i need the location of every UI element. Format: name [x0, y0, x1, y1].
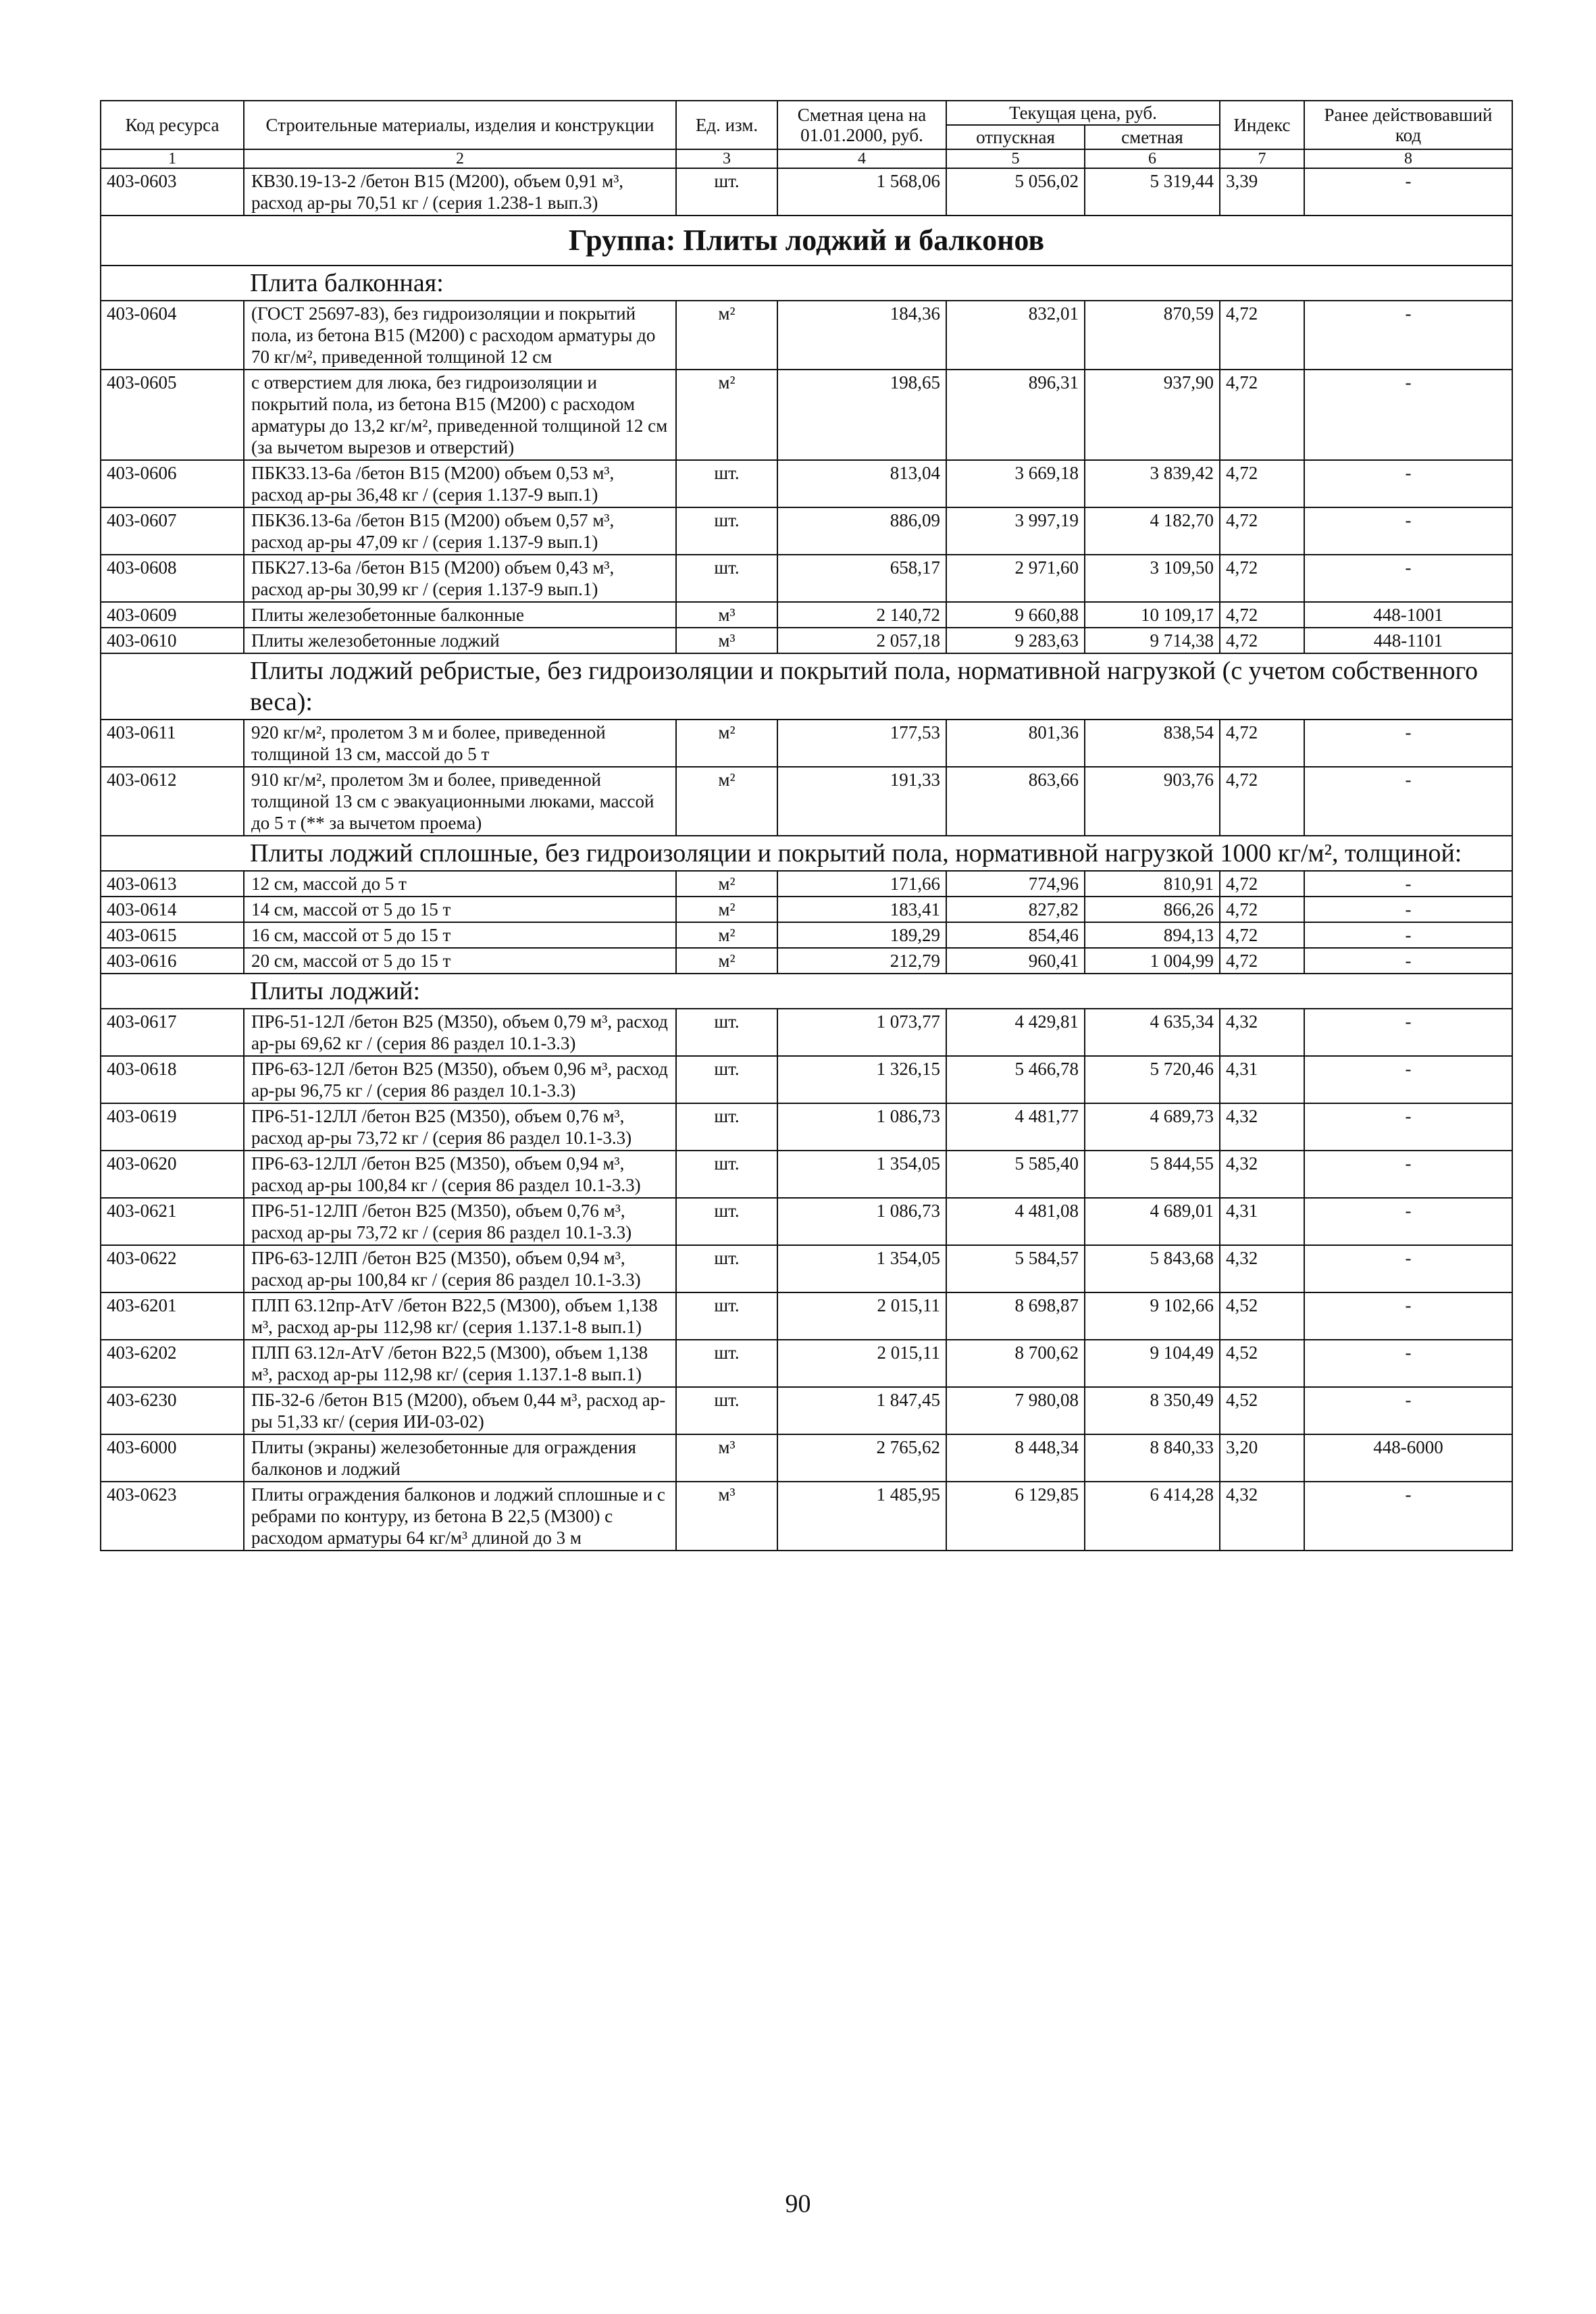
- unit-cell: шт.: [676, 460, 777, 507]
- index-cell: 4,31: [1220, 1056, 1304, 1103]
- table-row: [101, 1198, 1512, 1245]
- index-cell: 4,52: [1220, 1292, 1304, 1340]
- index-cell: 4,72: [1220, 628, 1304, 653]
- material-name-cell: 12 см, массой до 5 т: [244, 871, 676, 897]
- table-row: [101, 871, 1512, 897]
- release-price-cell: 801,36: [946, 720, 1085, 767]
- resource-code-cell: 403-0612: [101, 767, 244, 836]
- estimate-price-cell: 3 109,50: [1085, 555, 1220, 602]
- unit-cell: м²: [676, 767, 777, 836]
- resource-code-cell: 403-6230: [101, 1387, 244, 1434]
- release-price-cell: 854,46: [946, 922, 1085, 948]
- index-cell: 4,72: [1220, 507, 1304, 555]
- estimate-price-cell: 9 102,66: [1085, 1292, 1220, 1340]
- estimate-price-cell: 8 840,33: [1085, 1434, 1220, 1482]
- header-index: Индекс: [1220, 101, 1304, 149]
- section-row-solid: [101, 836, 1512, 871]
- material-name-cell: ПБК36.13-6а /бетон В15 (М200) объем 0,57 м³, расход ар-ры 47,09 кг / (серия 1.137-9 вып.1): [244, 507, 676, 555]
- release-price-cell: 2 971,60: [946, 555, 1085, 602]
- table-row: [101, 1103, 1512, 1151]
- material-name-cell: КВ30.19-13-2 /бетон В15 (М200), объем 0,91 м³, расход ар-ры 70,51 кг / (серия 1.238-1 вып.3): [244, 168, 676, 216]
- old-code-cell: -: [1304, 1056, 1512, 1103]
- table-row: [101, 555, 1512, 602]
- material-name-cell: ПР6-51-12ЛП /бетон В25 (М350), объем 0,76 м³, расход ар-ры 73,72 кг / (серия 86 раздел 10.1-3.3): [244, 1198, 676, 1245]
- resource-code-cell: 403-0623: [101, 1482, 244, 1551]
- column-number: 7: [1220, 149, 1304, 168]
- base-price-cell: 1 354,05: [777, 1151, 946, 1198]
- table-row: [101, 720, 1512, 767]
- base-price-cell: 2 015,11: [777, 1340, 946, 1387]
- release-price-cell: 3 669,18: [946, 460, 1085, 507]
- rows-group-c: [101, 720, 1512, 836]
- base-price-cell: 1 326,15: [777, 1056, 946, 1103]
- group-title: Группа: Плиты лоджий и балконов: [101, 216, 1512, 266]
- estimate-price-cell: 6 414,28: [1085, 1482, 1220, 1551]
- base-price-cell: 212,79: [777, 948, 946, 974]
- release-price-cell: 863,66: [946, 767, 1085, 836]
- section-heading-loggia: Плиты лоджий:: [101, 974, 1512, 1009]
- material-name-cell: ПЛП 63.12пр-АтV /бетон В22,5 (М300), объем 1,138 м³, расход ар-ры 112,98 кг/ (серия 1.137.1-8 вып.1): [244, 1292, 676, 1340]
- page-number: 90: [785, 2190, 811, 2218]
- old-code-cell: -: [1304, 871, 1512, 897]
- table-header: [101, 101, 1512, 168]
- estimate-price-cell: 10 109,17: [1085, 602, 1220, 628]
- base-price-cell: 184,36: [777, 301, 946, 370]
- material-name-cell: ПБК33.13-6а /бетон В15 (М200) объем 0,53 м³, расход ар-ры 36,48 кг / (серия 1.137-9 вып.1): [244, 460, 676, 507]
- base-price-cell: 1 354,05: [777, 1245, 946, 1292]
- release-price-cell: 8 698,87: [946, 1292, 1085, 1340]
- release-price-cell: 827,82: [946, 897, 1085, 922]
- material-name-cell: ПР6-63-12ЛП /бетон В25 (М350), объем 0,94 м³, расход ар-ры 100,84 кг / (серия 86 раздел 10.1-3.3): [244, 1245, 676, 1292]
- table-row: [101, 897, 1512, 922]
- index-cell: 4,32: [1220, 1245, 1304, 1292]
- header-current-price: Текущая цена, руб.: [946, 101, 1220, 125]
- release-price-cell: 774,96: [946, 871, 1085, 897]
- table-row: [101, 948, 1512, 974]
- header-release-price: отпускная: [946, 125, 1085, 149]
- resource-code-cell: 403-0606: [101, 460, 244, 507]
- base-price-cell: 198,65: [777, 370, 946, 460]
- index-cell: 3,20: [1220, 1434, 1304, 1482]
- estimate-price-cell: 9 714,38: [1085, 628, 1220, 653]
- unit-cell: м³: [676, 1434, 777, 1482]
- material-name-cell: Плиты железобетонные лоджий: [244, 628, 676, 653]
- resource-code-cell: 403-0614: [101, 897, 244, 922]
- section-row-loggia: [101, 974, 1512, 1009]
- base-price-cell: 813,04: [777, 460, 946, 507]
- old-code-cell: -: [1304, 1482, 1512, 1551]
- header-code: Код ресурса: [101, 101, 244, 149]
- release-price-cell: 896,31: [946, 370, 1085, 460]
- estimate-price-cell: 866,26: [1085, 897, 1220, 922]
- release-price-cell: 960,41: [946, 948, 1085, 974]
- table-row: [101, 1434, 1512, 1482]
- base-price-cell: 2 140,72: [777, 602, 946, 628]
- unit-cell: м²: [676, 922, 777, 948]
- table-row: [101, 922, 1512, 948]
- release-price-cell: 9 283,63: [946, 628, 1085, 653]
- old-code-cell: 448-6000: [1304, 1434, 1512, 1482]
- price-table: [100, 100, 1513, 1551]
- table-row: [101, 460, 1512, 507]
- material-name-cell: Плиты ограждения балконов и лоджий сплошные и с ребрами по контуру, из бетона В 22,5 (М300) с расходом арматуры 64 кг/м³ длиной до 3 м: [244, 1482, 676, 1551]
- header-old-code: Ранее действовавший код: [1304, 101, 1512, 149]
- resource-code-cell: 403-6201: [101, 1292, 244, 1340]
- old-code-cell: -: [1304, 767, 1512, 836]
- index-cell: 4,72: [1220, 897, 1304, 922]
- section-heading-solid: Плиты лоджий сплошные, без гидроизоляции и покрытий пола, нормативной нагрузкой 1000 кг/м², толщиной:: [101, 836, 1512, 871]
- estimate-price-cell: 5 720,46: [1085, 1056, 1220, 1103]
- unit-cell: м³: [676, 1482, 777, 1551]
- section-heading-balcony: Плита балконная:: [101, 266, 1512, 301]
- index-cell: 4,72: [1220, 871, 1304, 897]
- estimate-price-cell: 5 844,55: [1085, 1151, 1220, 1198]
- base-price-cell: 1 485,95: [777, 1482, 946, 1551]
- resource-code-cell: 403-0613: [101, 871, 244, 897]
- index-cell: 4,72: [1220, 922, 1304, 948]
- estimate-price-cell: 4 182,70: [1085, 507, 1220, 555]
- estimate-price-cell: 903,76: [1085, 767, 1220, 836]
- table-row: [101, 507, 1512, 555]
- unit-cell: м²: [676, 871, 777, 897]
- base-price-cell: 189,29: [777, 922, 946, 948]
- column-number: 2: [244, 149, 676, 168]
- resource-code-cell: 403-0621: [101, 1198, 244, 1245]
- resource-code-cell: 403-0603: [101, 168, 244, 216]
- release-price-cell: 5 585,40: [946, 1151, 1085, 1198]
- base-price-cell: 658,17: [777, 555, 946, 602]
- table-row: [101, 1009, 1512, 1056]
- material-name-cell: 16 см, массой от 5 до 15 т: [244, 922, 676, 948]
- unit-cell: шт.: [676, 1056, 777, 1103]
- column-number: 4: [777, 149, 946, 168]
- column-number: 3: [676, 149, 777, 168]
- base-price-cell: 2 057,18: [777, 628, 946, 653]
- base-price-cell: 2 765,62: [777, 1434, 946, 1482]
- index-cell: 4,32: [1220, 1482, 1304, 1551]
- rows-group-d: [101, 871, 1512, 974]
- unit-cell: шт.: [676, 1009, 777, 1056]
- index-cell: 4,32: [1220, 1103, 1304, 1151]
- material-name-cell: ПР6-63-12Л /бетон В25 (М350), объем 0,96 м³, расход ар-ры 96,75 кг / (серия 86 раздел 10.1-3.3): [244, 1056, 676, 1103]
- old-code-cell: -: [1304, 1009, 1512, 1056]
- release-price-cell: 3 997,19: [946, 507, 1085, 555]
- column-number: 1: [101, 149, 244, 168]
- group-title-row: [101, 216, 1512, 301]
- price-table-document: [100, 100, 1512, 1551]
- section-row-ribbed: [101, 653, 1512, 720]
- unit-cell: шт.: [676, 1198, 777, 1245]
- resource-code-cell: 403-0619: [101, 1103, 244, 1151]
- estimate-price-cell: 4 689,01: [1085, 1198, 1220, 1245]
- unit-cell: шт.: [676, 168, 777, 216]
- index-cell: 4,72: [1220, 948, 1304, 974]
- base-price-cell: 191,33: [777, 767, 946, 836]
- base-price-cell: 171,66: [777, 871, 946, 897]
- index-cell: 4,72: [1220, 370, 1304, 460]
- resource-code-cell: 403-0616: [101, 948, 244, 974]
- old-code-cell: -: [1304, 1340, 1512, 1387]
- estimate-price-cell: 3 839,42: [1085, 460, 1220, 507]
- estimate-price-cell: 937,90: [1085, 370, 1220, 460]
- estimate-price-cell: 8 350,49: [1085, 1387, 1220, 1434]
- material-name-cell: 910 кг/м², пролетом 3м и более, приведенной толщиной 13 см с эвакуационными люками, массой до 5 т (** за вычетом проема): [244, 767, 676, 836]
- resource-code-cell: 403-0617: [101, 1009, 244, 1056]
- base-price-cell: 886,09: [777, 507, 946, 555]
- resource-code-cell: 403-0615: [101, 922, 244, 948]
- rows-group-b: [101, 301, 1512, 653]
- estimate-price-cell: 4 689,73: [1085, 1103, 1220, 1151]
- old-code-cell: 448-1001: [1304, 602, 1512, 628]
- unit-cell: м²: [676, 301, 777, 370]
- old-code-cell: -: [1304, 1387, 1512, 1434]
- release-price-cell: 5 466,78: [946, 1056, 1085, 1103]
- old-code-cell: -: [1304, 897, 1512, 922]
- index-cell: 4,72: [1220, 301, 1304, 370]
- release-price-cell: 8 700,62: [946, 1340, 1085, 1387]
- table-row: [101, 1056, 1512, 1103]
- estimate-price-cell: 5 319,44: [1085, 168, 1220, 216]
- unit-cell: м²: [676, 370, 777, 460]
- estimate-price-cell: 5 843,68: [1085, 1245, 1220, 1292]
- index-cell: 4,72: [1220, 767, 1304, 836]
- base-price-cell: 2 015,11: [777, 1292, 946, 1340]
- resource-code-cell: 403-0607: [101, 507, 244, 555]
- release-price-cell: 7 980,08: [946, 1387, 1085, 1434]
- index-cell: 4,72: [1220, 720, 1304, 767]
- material-name-cell: ПБК27.13-6а /бетон В15 (М200) объем 0,43 м³, расход ар-ры 30,99 кг / (серия 1.137-9 вып.1): [244, 555, 676, 602]
- unit-cell: м²: [676, 720, 777, 767]
- index-cell: 4,72: [1220, 602, 1304, 628]
- rows-group-e: [101, 1009, 1512, 1551]
- release-price-cell: 4 481,08: [946, 1198, 1085, 1245]
- resource-code-cell: 403-0622: [101, 1245, 244, 1292]
- old-code-cell: -: [1304, 720, 1512, 767]
- estimate-price-cell: 838,54: [1085, 720, 1220, 767]
- table-row: [101, 767, 1512, 836]
- index-cell: 4,52: [1220, 1387, 1304, 1434]
- resource-code-cell: 403-0608: [101, 555, 244, 602]
- resource-code-cell: 403-6202: [101, 1340, 244, 1387]
- column-number: 5: [946, 149, 1085, 168]
- material-name-cell: ПЛП 63.12л-АтV /бетон В22,5 (М300), объем 1,138 м³, расход ар-ры 112,98 кг/ (серия 1.137.1-8 вып.1): [244, 1340, 676, 1387]
- unit-cell: шт.: [676, 1245, 777, 1292]
- material-name-cell: Плиты (экраны) железобетонные для ограждения балконов и лоджий: [244, 1434, 676, 1482]
- header-unit: Ед. изм.: [676, 101, 777, 149]
- estimate-price-cell: 1 004,99: [1085, 948, 1220, 974]
- index-cell: 3,39: [1220, 168, 1304, 216]
- old-code-cell: -: [1304, 301, 1512, 370]
- old-code-cell: -: [1304, 507, 1512, 555]
- header-name: Строительные материалы, изделия и конструкции: [244, 101, 676, 149]
- rows-group-a: [101, 168, 1512, 216]
- index-cell: 4,52: [1220, 1340, 1304, 1387]
- index-cell: 4,72: [1220, 460, 1304, 507]
- material-name-cell: ПР6-51-12ЛЛ /бетон В25 (М350), объем 0,76 м³, расход ар-ры 73,72 кг / (серия 86 раздел 10.1-3.3): [244, 1103, 676, 1151]
- resource-code-cell: 403-0620: [101, 1151, 244, 1198]
- unit-cell: м³: [676, 602, 777, 628]
- column-number: 8: [1304, 149, 1512, 168]
- old-code-cell: -: [1304, 1151, 1512, 1198]
- old-code-cell: -: [1304, 555, 1512, 602]
- release-price-cell: 6 129,85: [946, 1482, 1085, 1551]
- old-code-cell: 448-1101: [1304, 628, 1512, 653]
- unit-cell: шт.: [676, 555, 777, 602]
- base-price-cell: 177,53: [777, 720, 946, 767]
- estimate-price-cell: 4 635,34: [1085, 1009, 1220, 1056]
- unit-cell: шт.: [676, 1340, 777, 1387]
- material-name-cell: ПР6-63-12ЛЛ /бетон В25 (М350), объем 0,94 м³, расход ар-ры 100,84 кг / (серия 86 раздел 10.1-3.3): [244, 1151, 676, 1198]
- unit-cell: шт.: [676, 507, 777, 555]
- release-price-cell: 9 660,88: [946, 602, 1085, 628]
- estimate-price-cell: 894,13: [1085, 922, 1220, 948]
- old-code-cell: -: [1304, 168, 1512, 216]
- header-base-price: Сметная цена на 01.01.2000, руб.: [777, 101, 946, 149]
- material-name-cell: Плиты железобетонные балконные: [244, 602, 676, 628]
- base-price-cell: 1 568,06: [777, 168, 946, 216]
- estimate-price-cell: 810,91: [1085, 871, 1220, 897]
- table-row: [101, 628, 1512, 653]
- unit-cell: шт.: [676, 1387, 777, 1434]
- old-code-cell: -: [1304, 922, 1512, 948]
- estimate-price-cell: 9 104,49: [1085, 1340, 1220, 1387]
- table-row: [101, 1387, 1512, 1434]
- old-code-cell: -: [1304, 1103, 1512, 1151]
- table-row: [101, 370, 1512, 460]
- unit-cell: м³: [676, 628, 777, 653]
- table-row: [101, 1292, 1512, 1340]
- base-price-cell: 1 086,73: [777, 1198, 946, 1245]
- release-price-cell: 8 448,34: [946, 1434, 1085, 1482]
- resource-code-cell: 403-0604: [101, 301, 244, 370]
- index-cell: 4,72: [1220, 555, 1304, 602]
- resource-code-cell: 403-0609: [101, 602, 244, 628]
- index-cell: 4,32: [1220, 1151, 1304, 1198]
- unit-cell: шт.: [676, 1292, 777, 1340]
- table-row: [101, 301, 1512, 370]
- table-row: [101, 602, 1512, 628]
- old-code-cell: -: [1304, 1198, 1512, 1245]
- unit-cell: м²: [676, 897, 777, 922]
- release-price-cell: 832,01: [946, 301, 1085, 370]
- release-price-cell: 4 429,81: [946, 1009, 1085, 1056]
- column-number: 6: [1085, 149, 1220, 168]
- resource-code-cell: 403-0618: [101, 1056, 244, 1103]
- resource-code-cell: 403-0611: [101, 720, 244, 767]
- old-code-cell: -: [1304, 1245, 1512, 1292]
- material-name-cell: 920 кг/м², пролетом 3 м и более, приведенной толщиной 13 см, массой до 5 т: [244, 720, 676, 767]
- table-row: [101, 1482, 1512, 1551]
- release-price-cell: 4 481,77: [946, 1103, 1085, 1151]
- table-row: [101, 168, 1512, 216]
- release-price-cell: 5 056,02: [946, 168, 1085, 216]
- material-name-cell: 14 см, массой от 5 до 15 т: [244, 897, 676, 922]
- material-name-cell: (ГОСТ 25697-83), без гидроизоляции и покрытий пола, из бетона В15 (М200) с расходом арматуры до 70 кг/м², приведенной толщиной 12 см: [244, 301, 676, 370]
- unit-cell: м²: [676, 948, 777, 974]
- base-price-cell: 1 847,45: [777, 1387, 946, 1434]
- release-price-cell: 5 584,57: [946, 1245, 1085, 1292]
- table-row: [101, 1151, 1512, 1198]
- unit-cell: шт.: [676, 1151, 777, 1198]
- material-name-cell: с отверстием для люка, без гидроизоляции и покрытий пола, из бетона В15 (М200) с расходом арматуры до 13,2 кг/м², приведенной толщиной 12 см (за вычетом вырезов и отверстий): [244, 370, 676, 460]
- estimate-price-cell: 870,59: [1085, 301, 1220, 370]
- material-name-cell: ПР6-51-12Л /бетон В25 (М350), объем 0,79 м³, расход ар-ры 69,62 кг / (серия 86 раздел 10.1-3.3): [244, 1009, 676, 1056]
- resource-code-cell: 403-0605: [101, 370, 244, 460]
- base-price-cell: 1 073,77: [777, 1009, 946, 1056]
- index-cell: 4,31: [1220, 1198, 1304, 1245]
- old-code-cell: -: [1304, 948, 1512, 974]
- old-code-cell: -: [1304, 370, 1512, 460]
- section-heading-ribbed: Плиты лоджий ребристые, без гидроизоляции и покрытий пола, нормативной нагрузкой (с учетом собственного веса):: [101, 653, 1512, 720]
- table-row: [101, 1245, 1512, 1292]
- base-price-cell: 183,41: [777, 897, 946, 922]
- old-code-cell: -: [1304, 1292, 1512, 1340]
- resource-code-cell: 403-0610: [101, 628, 244, 653]
- table-row: [101, 1340, 1512, 1387]
- base-price-cell: 1 086,73: [777, 1103, 946, 1151]
- column-number-row: [101, 149, 1512, 168]
- resource-code-cell: 403-6000: [101, 1434, 244, 1482]
- material-name-cell: ПБ-32-6 /бетон В15 (М200), объем 0,44 м³, расход ар-ры 51,33 кг/ (серия ИИ-03-02): [244, 1387, 676, 1434]
- index-cell: 4,32: [1220, 1009, 1304, 1056]
- unit-cell: шт.: [676, 1103, 777, 1151]
- material-name-cell: 20 см, массой от 5 до 15 т: [244, 948, 676, 974]
- header-estimate-price: сметная: [1085, 125, 1220, 149]
- old-code-cell: -: [1304, 460, 1512, 507]
